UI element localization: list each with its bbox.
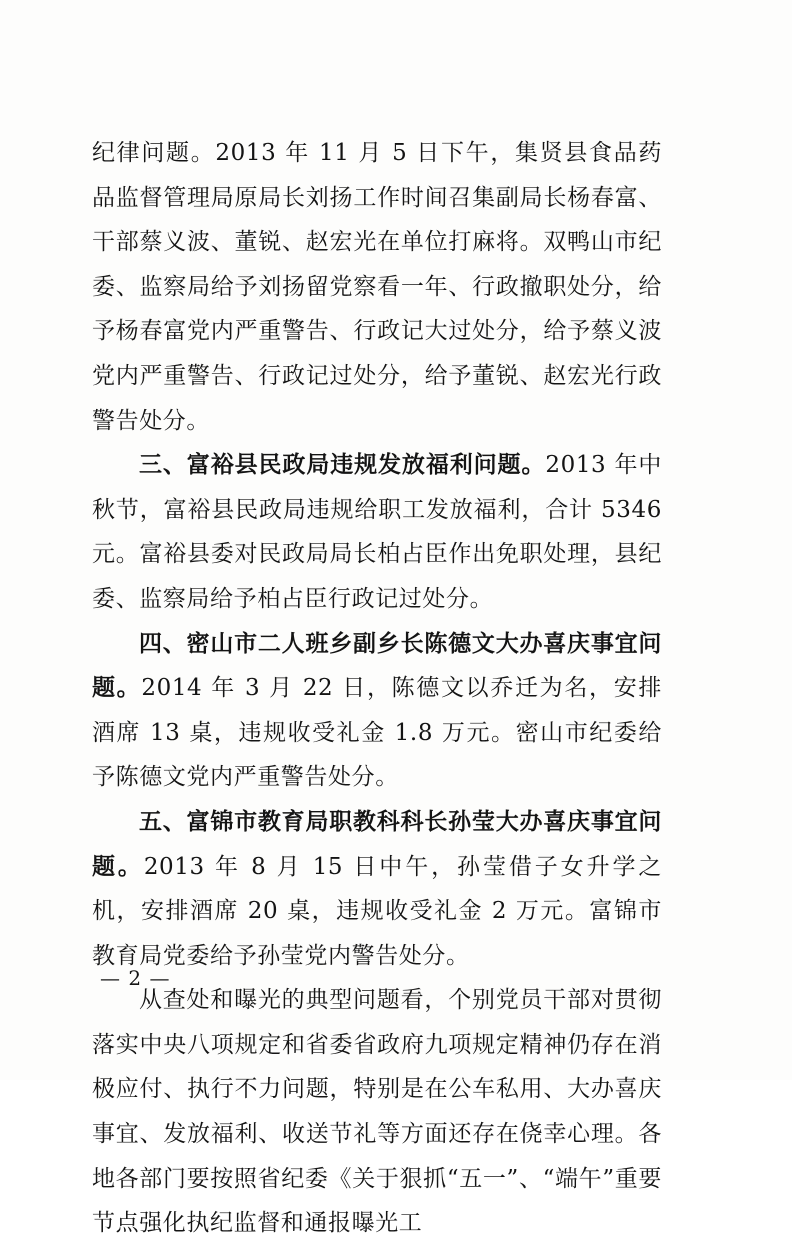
case-heading: 五、富锦市教育局职教科科长孙莹大办喜庆事宜问题。 (92, 808, 662, 880)
paragraph-text: 2014 年 3 月 22 日，陈德文以乔迁为名，安排酒席 13 桌，违规收受礼金 1.8 万元。密山市纪委给予陈德文党内严重警告处分。 (92, 675, 662, 791)
case-heading: 四、密山市二人班乡副乡长陈德文大办喜庆事宜问题。 (92, 630, 662, 702)
paragraph-discipline-case-continued (92, 131, 662, 443)
document-body (92, 131, 662, 1246)
paragraph-text: 纪律问题。2013 年 11 月 5 日下午，集贤县食品药品监督管理局原局长刘扬工作时间召集副局长杨春富、干部蔡义波、董锐、赵宏光在单位打麻将。双鸭山市纪委、监察局给予刘扬留党察看一年、行政撤职处分，给予杨春富党内严重警告、行政记大过处分，给予蔡义波党内严重警告、行政记过处分，给予董锐、赵宏光行政警告处分。 (92, 140, 662, 434)
paragraph-summary-requirements (92, 978, 662, 1246)
case-heading: 三、富裕县民政局违规发放福利问题。 (139, 452, 546, 479)
paragraph-text: 从查处和曝光的典型问题看，个别党员干部对贯彻落实中央八项规定和省委省政府九项规定精神仍存在消极应付、执行不力问题，特别是在公车私用、大办喜庆事宜、发放福利、收送节礼等方面还存在侥幸心理。各地各部门要按照省纪委《关于狠抓“五一”、“端午”重要节点强化执纪监督和通报曝光工 (92, 987, 662, 1237)
paragraph-fuyu-welfare-case (92, 443, 662, 621)
page-number: — 2 — (100, 966, 171, 990)
paragraph-mishan-celebration-case (92, 622, 662, 800)
paragraph-fujin-celebration-case (92, 800, 662, 978)
paragraph-text: 2013 年中秋节，富裕县民政局违规给职工发放福利，合计 5346 元。富裕县委对民政局局长柏占臣作出免职处理，县纪委、监察局给予柏占臣行政记过处分。 (92, 452, 663, 612)
paragraph-text: 2013 年 8 月 15 日中午，孙莹借子女升学之机，安排酒席 20 桌，违规收受礼金 2 万元。富锦市教育局党委给予孙莹党内警告处分。 (92, 853, 663, 969)
